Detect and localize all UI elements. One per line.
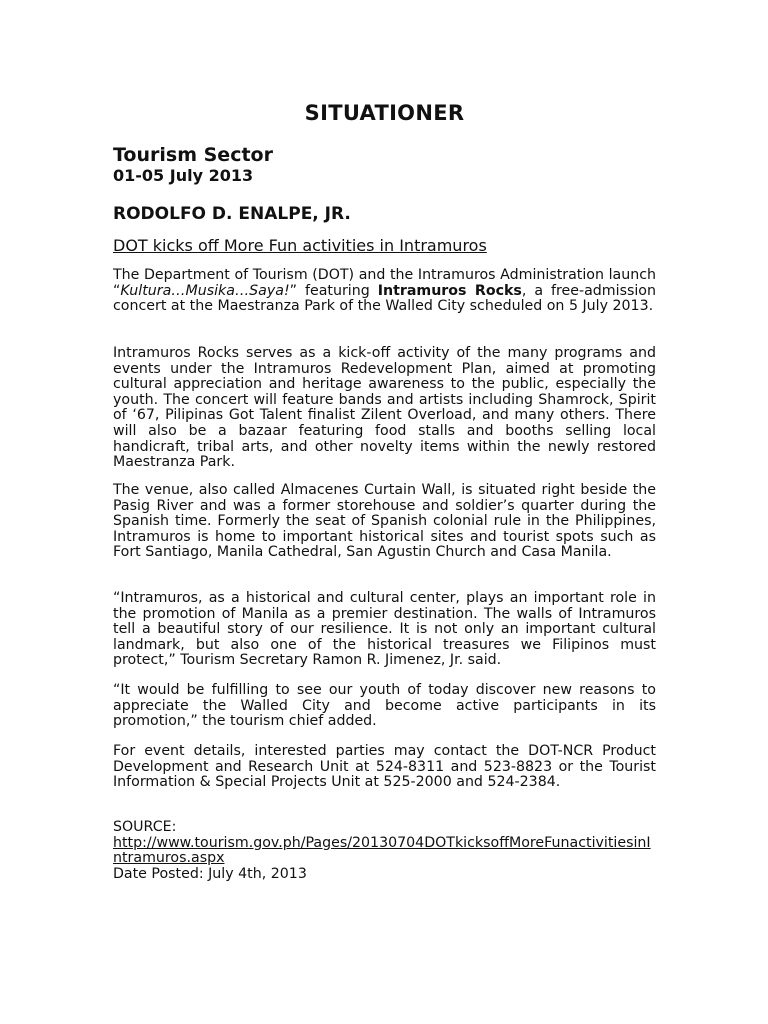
paragraph-3: The venue, also called Almacenes Curtain Wall, is situated right beside the Pasig River and was a former storehouse and soldier’s quarter during the Spanish time. Formerly the seat of Spanish colonial rule in the Philippines, Intramuros is home to important historical sites and tourist spots such as Fort Santiago, Manila Cathedral, San Agustin Church and Casa Manila.: [113, 482, 656, 561]
paragraph-1: [113, 268, 656, 315]
author-name: RODOLFO D. ENALPE, JR.: [113, 204, 351, 224]
p1-concert-name: Intramuros Rocks: [377, 282, 522, 299]
article-headline: DOT kicks off More Fun activities in Intramuros: [113, 236, 487, 255]
date-posted: Date Posted: July 4th, 2013: [113, 865, 307, 882]
source-link[interactable]: http://www.tourism.gov.ph/Pages/20130704DOTkicksoffMoreFunactivitiesinIntramuros.aspx: [113, 834, 651, 867]
p1-event-name: Kultura…Musika…Saya!: [120, 282, 290, 299]
date-range: 01-05 July 2013: [113, 166, 254, 185]
source-label: SOURCE:: [113, 819, 177, 835]
p1-text-a: The Department of Tourism (DOT) and the Intramuros Administration launch “: [113, 267, 656, 299]
document-title: SITUATIONER: [304, 101, 465, 125]
sector-heading: Tourism Sector: [113, 144, 273, 166]
paragraph-5: “It would be fulfilling to see our youth of today discover new reasons to appreciate the Walled City and become active participants in its promotion,” the tourism chief added.: [113, 682, 656, 730]
source-block: [113, 820, 656, 882]
paragraph-2: Intramuros Rocks serves as a kick-off activity of the many programs and events under the Intramuros Redevelopment Plan, aimed at promoting cultural appreciation and heritage awareness to the public, especially the youth. The concert will feature bands and artists including Shamrock, Spirit of ‘67, Pilipinas Got Talent finalist Zilent Overload, and many others. There will also be a bazaar featuring food stalls and booths selling local handicraft, tribal arts, and other novelty items within the newly restored Maestranza Park.: [113, 345, 656, 471]
p1-text-b: ” featuring: [289, 282, 378, 299]
paragraph-4: “Intramuros, as a historical and cultural center, plays an important role in the promotion of Manila as a premier destination. The walls of Intramuros tell a beautiful story of our resilience. It is not only an important cultural landmark, but also one of the historical treasures we Filipinos must protect,” Tourism Secretary Ramon R. Jimenez, Jr. said.: [113, 590, 656, 669]
p1-text-c: , a free-admission concert at the Maestranza Park of the Walled City scheduled on 5 July 2013.: [113, 282, 656, 315]
paragraph-6: For event details, interested parties may contact the DOT-NCR Product Development and Research Unit at 524-8311 and 523-8823 or the Tourist Information & Special Projects Unit at 525-2000 and 524-2384.: [113, 743, 656, 791]
